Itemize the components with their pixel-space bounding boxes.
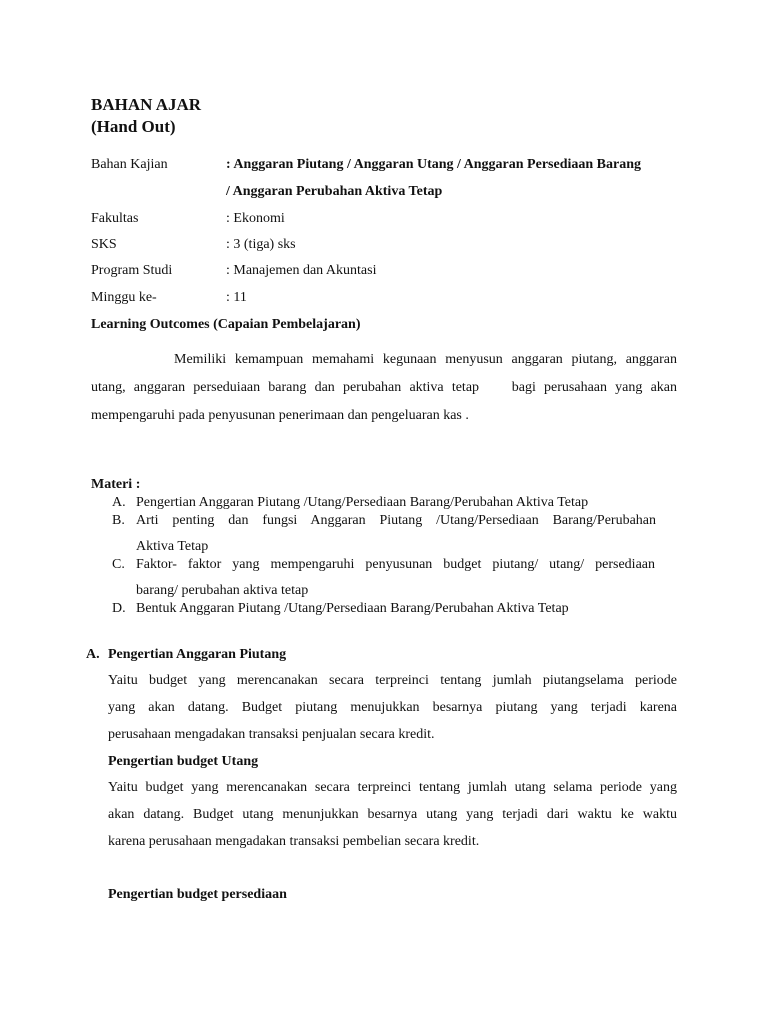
materi-letter-c: C. (112, 557, 125, 572)
utang-heading: Pengertian budget Utang (108, 754, 259, 769)
utang-line-1: Yaitu budget yang merencanakan secara terpreinci tentang jumlah utang selama periode yang (108, 780, 677, 795)
utang-line-2: akan datang. Budget utang menunjukkan besarnya utang yang terjadi dari waktu ke waktu (108, 807, 677, 822)
meta-value-program-studi: : Manajemen dan Akuntasi (226, 263, 377, 278)
materi-letter-d: D. (112, 601, 126, 616)
utang-line-3: karena perusahaan mengadakan transaksi pembelian secara kredit. (108, 834, 480, 849)
meta-label-bahan-kajian: Bahan Kajian (91, 157, 168, 172)
section-a-letter: A. (86, 647, 100, 662)
learning-outcomes-line-1: Memiliki kemampuan memahami kegunaan menyusun anggaran piutang, anggaran (174, 352, 677, 367)
section-a-heading: Pengertian Anggaran Piutang (108, 647, 287, 662)
materi-letter-b: B. (112, 513, 125, 528)
learning-outcomes-heading: Learning Outcomes (Capaian Pembelajaran) (91, 317, 361, 332)
materi-heading: Materi : (91, 477, 141, 492)
meta-label-sks: SKS (91, 237, 117, 252)
learning-outcomes-line-2: utang, anggaran perseduiaan barang dan perubahan aktiva tetap bagi perusahaan yang akan (91, 380, 677, 395)
materi-item-d: Bentuk Anggaran Piutang /Utang/Persediaan Barang/Perubahan Aktiva Tetap (136, 601, 569, 616)
meta-label-fakultas: Fakultas (91, 211, 139, 226)
meta-label-minggu: Minggu ke- (91, 290, 157, 305)
meta-value-bahan-kajian-cont: / Anggaran Perubahan Aktiva Tetap (226, 184, 443, 199)
meta-value-fakultas: : Ekonomi (226, 211, 285, 226)
learning-outcomes-line-3: mempengaruhi pada penyusunan penerimaan dan pengeluaran kas . (91, 408, 469, 423)
meta-value-minggu: : 11 (226, 290, 247, 305)
materi-item-b: Arti penting dan fungsi Anggaran Piutang /Utang/Persediaan Barang/Perubahan (136, 513, 656, 528)
materi-item-c: Faktor- faktor yang mempengaruhi penyusunan budget piutang/ utang/ persediaan (136, 557, 655, 572)
persediaan-heading: Pengertian budget persediaan (108, 887, 287, 902)
materi-item-a: Pengertian Anggaran Piutang /Utang/Persediaan Barang/Perubahan Aktiva Tetap (136, 495, 589, 510)
meta-value-sks: : 3 (tiga) sks (226, 237, 296, 252)
meta-label-program-studi: Program Studi (91, 263, 173, 278)
materi-item-c-cont: barang/ perubahan aktiva tetap (136, 583, 309, 598)
document-subtitle: (Hand Out) (91, 117, 176, 136)
piutang-line-3: perusahaan mengadakan transaksi penjualan secara kredit. (108, 727, 435, 742)
piutang-line-2: yang akan datang. Budget piutang menujukkan besarnya piutang yang terjadi karena (108, 700, 677, 715)
piutang-line-1: Yaitu budget yang merencanakan secara terpreinci tentang jumlah piutangselama periode (108, 673, 677, 688)
materi-item-b-cont: Aktiva Tetap (136, 539, 209, 554)
meta-value-bahan-kajian: : Anggaran Piutang / Anggaran Utang / Anggaran Persediaan Barang (226, 157, 641, 172)
document-title: BAHAN AJAR (91, 95, 202, 114)
materi-letter-a: A. (112, 495, 126, 510)
